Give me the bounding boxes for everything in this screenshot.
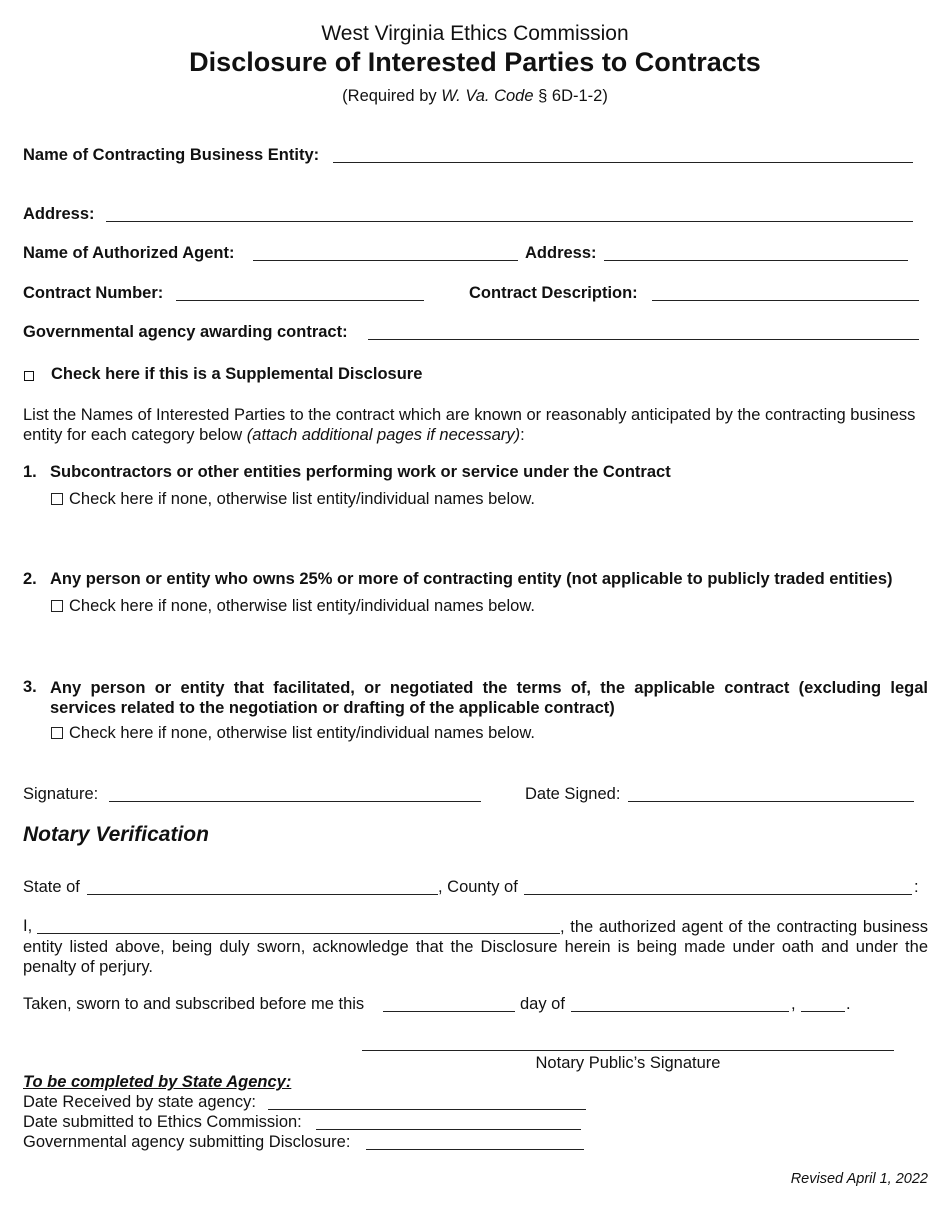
agent-address-line[interactable] [604, 260, 908, 261]
state-line[interactable] [87, 894, 438, 895]
category-3-check: Check here if none, otherwise list entity/individual names below. [51, 724, 535, 743]
agency-submitting-label: Governmental agency submitting Disclosure: [23, 1133, 351, 1151]
category-1-number: 1. [23, 463, 37, 481]
address-line[interactable] [106, 221, 913, 222]
oath-prefix: I, [23, 917, 33, 935]
category-2-check: Check here if none, otherwise list entity/individual names below. [51, 597, 535, 616]
category-1-check: Check here if none, otherwise list entity/individual names below. [51, 490, 535, 509]
business-entity-label: Name of Contracting Business Entity: [23, 146, 320, 164]
date-signed-line[interactable] [628, 801, 914, 802]
business-entity-line[interactable] [333, 162, 913, 163]
category-2-title: Any person or entity who owns 25% or more of contracting entity (not applicable to publicly traded entities) [50, 570, 893, 588]
year-line[interactable] [801, 1011, 845, 1012]
date-received-label: Date Received by state agency: [23, 1093, 256, 1111]
agency-line[interactable] [368, 339, 919, 340]
supplemental-label: Check here if this is a Supplemental Disclosure [51, 365, 423, 383]
sworn-label: Taken, sworn to and subscribed before me this [23, 995, 365, 1013]
required-by: (Required by W. Va. Code § 6D-1-2) [342, 87, 608, 105]
category-3-number: 3. [23, 678, 37, 696]
agency-label: Governmental agency awarding contract: [23, 323, 348, 341]
date-signed-label: Date Signed: [525, 785, 621, 803]
day-line[interactable] [383, 1011, 515, 1012]
form-title: Disclosure of Interested Parties to Contracts [189, 47, 761, 77]
category-2-number: 2. [23, 570, 37, 588]
comma: , [791, 995, 796, 1013]
oath-text: , the authorized agent of the contracting business entity listed above, being duly sworn, acknowledge that the Disclosure herein is being made under oath and under the penalty of perjury. [23, 918, 928, 976]
notary-signature-caption: Notary Public’s Signature [535, 1054, 721, 1072]
category-1-title: Subcontractors or other entities performing work or service under the Contract [50, 463, 671, 481]
signature-line[interactable] [109, 801, 481, 802]
agent-address-label: Address: [525, 244, 597, 262]
county-label: , County of [438, 878, 518, 896]
agent-name-label: Name of Authorized Agent: [23, 244, 235, 262]
agent-name-line[interactable] [253, 260, 518, 261]
period: . [846, 995, 851, 1013]
day-of-label: day of [520, 995, 565, 1013]
signature-label: Signature: [23, 785, 99, 803]
contract-number-line[interactable] [176, 300, 424, 301]
county-colon: : [914, 878, 919, 896]
contract-number-label: Contract Number: [23, 284, 164, 302]
category-2-checkbox[interactable] [51, 600, 63, 612]
month-line[interactable] [571, 1011, 789, 1012]
notary-signature-line[interactable] [362, 1050, 894, 1051]
date-submitted-label: Date submitted to Ethics Commission: [23, 1113, 302, 1131]
category-3-checkbox[interactable] [51, 727, 63, 739]
org-name: West Virginia Ethics Commission [321, 22, 629, 45]
notary-heading: Notary Verification [23, 823, 209, 846]
state-agency-heading: To be completed by State Agency: [23, 1073, 292, 1091]
county-line[interactable] [524, 894, 912, 895]
contract-description-label: Contract Description: [469, 284, 638, 302]
revised-date: Revised April 1, 2022 [790, 1171, 928, 1187]
contract-description-line[interactable] [652, 300, 919, 301]
category-1-checkbox[interactable] [51, 493, 63, 505]
date-received-line[interactable] [268, 1109, 586, 1110]
instructions: List the Names of Interested Parties to the contract which are known or reasonably anticipated by the contracting business entity for each category below (attach additional pages if necessary): [23, 406, 916, 444]
address-label: Address: [23, 205, 95, 223]
date-submitted-line[interactable] [316, 1129, 581, 1130]
category-3-title: Any person or entity that facilitated, or negotiated the terms of, the applicable contract (excluding legal services related to the negotiation or drafting of the applicable contract) [50, 679, 928, 717]
supplemental-checkbox[interactable] [24, 368, 34, 386]
agency-submitting-line[interactable] [366, 1149, 584, 1150]
state-label: State of [23, 878, 80, 896]
